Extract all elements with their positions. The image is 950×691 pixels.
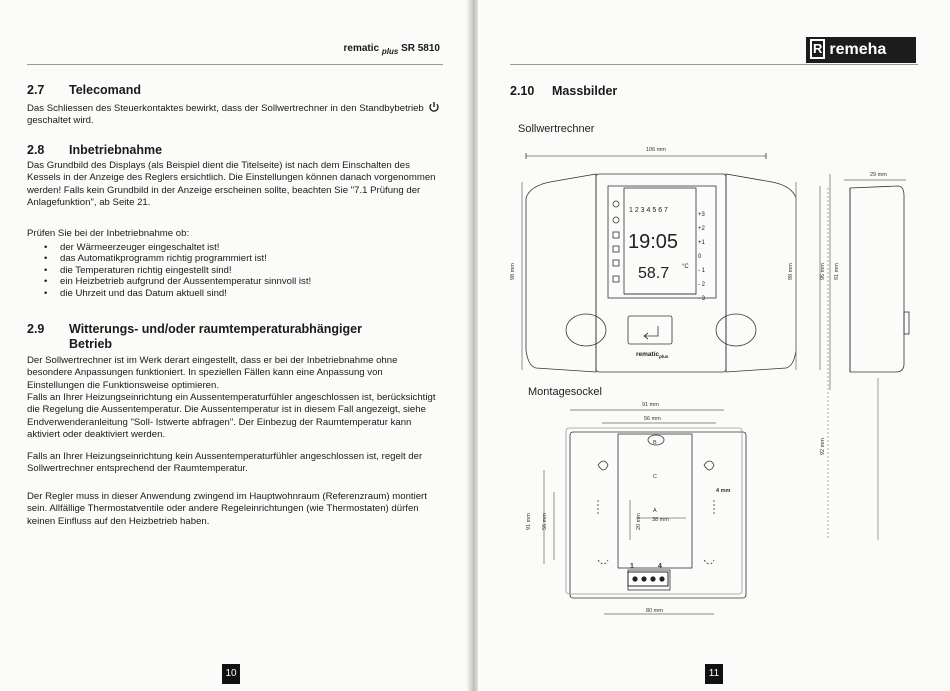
check-item: • ein Heizbetrieb aufgrund der Aussentemperatur sinnvoll ist! — [44, 276, 311, 287]
moon-icon — [613, 217, 619, 223]
page-number-left: 10 — [222, 664, 240, 684]
dim-91s: 91 mm — [834, 263, 840, 280]
dim-base-91: 91 mm — [642, 402, 659, 408]
device-brand: rematic$_{plus}$ — [636, 351, 669, 359]
controller-front-view — [522, 153, 796, 372]
header-rule — [27, 64, 443, 65]
logo-mark: R — [810, 39, 825, 59]
scale-m2: - 2 — [698, 282, 706, 288]
dimension-drawing — [478, 0, 950, 691]
dim-base-h56: 56 mm — [542, 513, 548, 530]
display-temp-unit: °C — [682, 264, 689, 270]
check-item: • die Temperaturen richtig eingestellt sind! — [44, 265, 311, 276]
dim-base-38: 38 mm — [652, 517, 669, 523]
section-2-9-heading: 2.9 Witterungs- und/oder raumtemperaturabhängiger — [27, 322, 362, 336]
dim-base-h91: 91 mm — [526, 513, 532, 530]
section-2-9-p4: Der Regler muss in dieser Anwendung zwingend im Hauptwohnraum (Referenzraum) montiert sein. Allfällige Thermostatventile oder andere Regeleinrichtungen (wie Thermostaten) dürfen keinen Einfluss auf den Heizbetrieb haben. — [27, 491, 427, 527]
check-item: • der Wärmeerzeuger eingeschaltet ist! — [44, 242, 311, 253]
section-2-9-heading-cont: Betrieb — [69, 337, 113, 351]
section-2-9-p1: Der Sollwertrechner ist im Werk derart eingestellt, dass er bei der Inbetriebnahme ohne besondere Anpassungen funktioniert. In speziellen Fällen kann eine Anpassung von Einstellungen die Funktionsweise optimieren. — [27, 355, 398, 391]
section-2-8-heading: 2.8 Inbetriebnahme — [27, 143, 163, 157]
header-model: rematic $_{plus}$ SR 5810 — [343, 43, 440, 56]
dim-92: 92 mm — [820, 438, 826, 455]
section-2-10-heading: 2.10 Massbilder — [510, 84, 618, 98]
scale-p2: +2 — [698, 226, 705, 232]
section-2-9-p2: Falls an Ihrer Heizungseinrichtung ein Aussentemperaturfühler angeschlossen ist, berücksichtigt die Regelung die Aussentemperatur. Die Aussentemperatur ist in diesem Fall angezeigt, siehe Endverwenderanleitung "Soll- Istwerte abfragen". Der Einbezug der Raumtemperatur kann aktiviert oder deaktiviert werden. — [27, 392, 436, 440]
scale-p1: +1 — [698, 240, 705, 246]
dim-106: 106 mm — [646, 147, 666, 153]
enter-icon — [644, 326, 658, 339]
sun-icon — [613, 201, 619, 207]
section-2-7-text: Das Schliessen des Steuerkontaktes bewirkt, dass der Sollwertrechner in den Standbybetrieb geschaltet wird. — [27, 101, 443, 128]
check-list — [44, 242, 311, 299]
display-time: 19:05 — [628, 231, 679, 253]
tap-icon — [613, 260, 619, 266]
section-2-8-text: Das Grundbild des Displays (als Beispiel dient die Titelseite) ist nach dem Einschalten des Kessels in der Anzeige des Reglers ersichtlich. Die Einstellungen können danach vorgenommen werden! Falls kein Grundbild in der Anzeige erscheinen sollte, beachten Sie "7.1 Prüfung der Anlagefunktion", ab Seite 21. — [27, 160, 436, 208]
scale-m1: - 1 — [698, 268, 706, 274]
dim-base-4: 4 mm — [716, 488, 731, 494]
dim-base-80: 80 mm — [646, 608, 663, 614]
check-item: • das Automatikprogramm richtig programmiert ist! — [44, 253, 311, 264]
left-page — [0, 0, 470, 691]
thermo-icon — [613, 276, 619, 282]
section-2-7-heading: 2.7 Telecomand — [27, 83, 142, 97]
power-standby-icon — [428, 101, 440, 113]
label-b: B — [653, 440, 657, 446]
check-item: • die Uhrzeit und das Datum aktuell sind! — [44, 288, 311, 299]
label-c: C — [653, 474, 657, 480]
controller-side-view — [820, 174, 909, 540]
label-a: A — [653, 508, 657, 514]
subtitle-sollwertrechner: Sollwertrechner — [518, 123, 595, 135]
terminal-4: 4 — [658, 563, 662, 570]
scale-m3: - 3 — [698, 296, 706, 302]
device-display — [613, 201, 706, 359]
section-2-9-p3: Falls an Ihrer Heizungseinrichtung kein Aussentemperaturfühler angeschlossen ist, regelt der Sollwertrechner entsprechend der Raumtemperatur. — [27, 451, 423, 475]
dim-96: 96 mm — [820, 263, 826, 280]
dim-base-20: 20 mm — [636, 513, 642, 530]
subtitle-montagesockel: Montagesockel — [528, 386, 602, 398]
dim-29: 29 mm — [870, 172, 887, 178]
frost-icon — [613, 232, 619, 238]
page-number-right: 11 — [705, 664, 723, 684]
logo-name: remeha — [829, 41, 887, 58]
display-temp: 58.7 — [638, 265, 670, 282]
clock-icon — [613, 246, 619, 252]
dim-98r: 98 mm — [788, 263, 794, 280]
right-page — [478, 0, 950, 691]
scale-0: 0 — [698, 254, 702, 260]
display-days: 1 2 3 4 5 6 7 — [629, 207, 668, 214]
terminal-1: 1 — [630, 563, 634, 570]
dim-98: 98 mm — [510, 263, 516, 280]
scale-p3: +3 — [698, 212, 705, 218]
terminal-block — [628, 572, 668, 586]
dim-base-56: 56 mm — [644, 416, 661, 422]
check-intro: Prüfen Sie bei der Inbetriebnahme ob: — [27, 228, 190, 239]
